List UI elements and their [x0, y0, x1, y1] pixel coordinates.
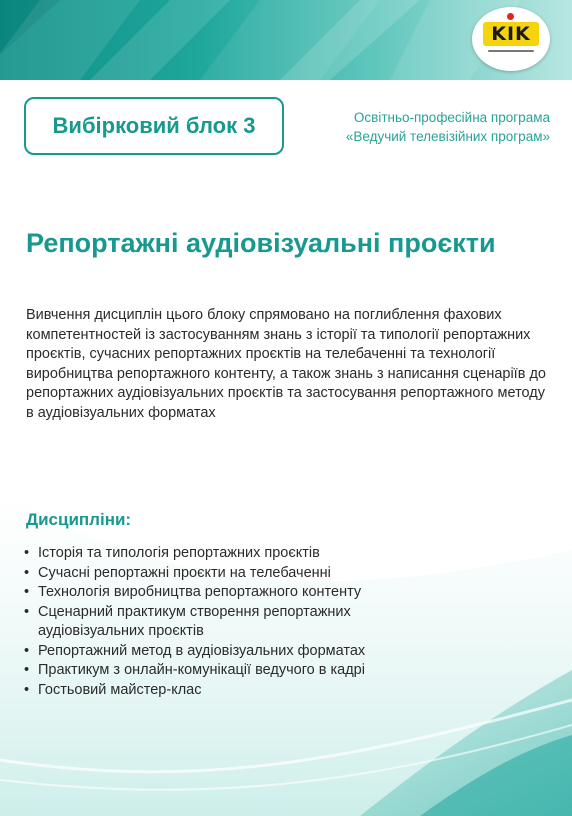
logo-caption — [488, 50, 534, 52]
bullet-icon: • — [24, 584, 30, 600]
program-line1: Освітньо-професійна програма — [353, 110, 550, 125]
logo-dot — [507, 13, 514, 20]
list-item: • Історія та типологія репортажних проєктів — [22, 544, 402, 564]
bullet-icon: • — [24, 681, 30, 698]
bullet-icon: • — [24, 603, 30, 620]
list-item: • Сучасні репортажні проєкти на телебаченні — [22, 564, 402, 584]
disciplines-heading: Дисципліни: — [26, 510, 132, 529]
block-label: Вибірковий блок 3 — [52, 113, 256, 138]
bullet-icon: • — [24, 545, 30, 561]
program-line2: «Ведучий телевізійних програм» — [345, 129, 550, 144]
block-badge — [24, 97, 284, 155]
header-banner — [0, 0, 572, 80]
list-item: • Репортажний метод в аудіовізуальних форматах — [22, 642, 402, 662]
list-item: • Сценарний практикум створення репортажних аудіовізуальних проєктів — [24, 603, 351, 639]
logo-badge — [483, 22, 539, 46]
list-item: • Технологія виробництва репортажного контенту — [22, 583, 402, 603]
bullet-icon: • — [24, 642, 30, 659]
list-item: • Практикум з онлайн-комунікації ведучого в кадрі — [22, 661, 402, 681]
kik-logo — [472, 7, 550, 71]
bullet-icon: • — [24, 662, 30, 678]
disciplines-list — [22, 544, 402, 700]
logo-text: KIK — [491, 22, 531, 45]
list-item: • Гостьовий майстер-клас — [22, 681, 402, 701]
program-info — [300, 108, 550, 146]
intro-paragraph: Вивчення дисциплін цього блоку спрямовано на поглиблення фахових компетентностей із застосуванням знань з історії та типології репортажних проєктів, сучасних репортажних проєктів на телебаченні та технології виробництва репортажного контенту, а також знань з написання сценаріїв до репортажних аудіовізуальних проєктів та застосування репортажного методу в аудіовізуальних форматах — [26, 307, 546, 421]
page-title: Репортажні аудіовізуальні проєкти — [26, 228, 496, 258]
bullet-icon: • — [24, 564, 30, 581]
